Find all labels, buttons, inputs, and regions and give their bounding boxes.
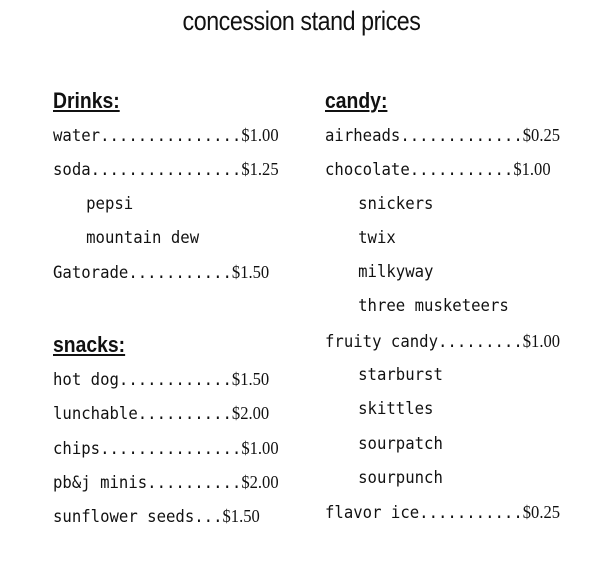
menu-item-flavor-ice [325,495,560,529]
menu-subitem-skittles: skittles [358,399,434,420]
menu-item-soda [53,152,279,186]
menu-item-chocolate [325,152,560,186]
item-name: pb&j minis [53,472,148,493]
item-price: $1.50 [231,369,270,389]
item-name: chips [53,438,101,459]
dot-leader: ................ [90,160,242,181]
item-name: chocolate [325,160,410,181]
dot-leader: .......... [147,472,242,493]
item-price: $1.00 [513,159,551,180]
dot-leader: ... [194,507,223,528]
candy-heading: candy: [325,88,388,113]
dot-leader: ........... [128,263,232,284]
menu-subitem-starburst: starburst [358,365,443,386]
menu-item-hot-dog [53,362,279,396]
page-title: concession stand prices [182,6,421,36]
drinks-heading: Drinks: [53,88,120,113]
item-name: hot dog [53,370,119,390]
menu-item-water [53,118,279,152]
dot-leader: ............ [118,370,232,390]
item-price: $1.00 [522,330,561,351]
item-price: $2.00 [231,403,270,424]
drinks-section [53,84,298,289]
item-name: fruity candy [325,331,439,352]
item-price: $1.00 [241,125,279,145]
snacks-heading: snacks: [53,332,126,357]
menu-item-airheads [325,118,560,152]
item-price: $0.25 [522,502,561,523]
dot-leader: ......... [438,331,523,352]
item-name: soda [53,160,91,181]
item-price: $0.25 [522,125,561,145]
dot-leader: ............... [100,126,242,146]
menu-subitem-milkyway: milkyway [358,262,434,283]
menu-item-fruity-candy [325,324,560,358]
item-name: sunflower seeds [53,507,195,528]
menu-item-chips [53,431,279,465]
dot-leader: ............... [100,438,242,459]
item-name: airheads [325,126,401,146]
item-name: lunchable [53,404,138,425]
item-name: Gatorade [53,263,129,284]
candy-section [325,84,580,530]
menu-subitem-snickers: snickers [358,193,434,214]
dot-leader: ........... [409,160,514,181]
item-name: flavor ice [325,503,420,524]
item-price: $2.00 [241,471,279,492]
item-price: $1.25 [241,159,279,180]
snacks-section [53,328,298,533]
menu-item-gatorade [53,255,279,289]
menu-item-sunflower-seeds [53,499,279,533]
dot-leader: ............. [400,126,523,146]
item-price: $1.00 [241,437,279,458]
menu-subitem-twix: twix [358,227,396,248]
menu-subitem-pepsi: pepsi [86,193,134,214]
item-price: $1.50 [222,506,260,527]
item-price: $1.50 [231,262,270,283]
dot-leader: .......... [137,404,232,425]
menu-subitem-sourpunch: sourpunch [358,467,443,488]
menu-item-lunchable [53,396,279,430]
menu-item-pbj-minis [53,465,279,499]
menu-subitem-three-musketeers: three musketeers [358,296,509,317]
dot-leader: ........... [419,503,523,524]
item-name: water [53,126,101,146]
menu-subitem-mountain-dew: mountain dew [86,227,200,248]
menu-subitem-sourpatch: sourpatch [358,433,443,454]
